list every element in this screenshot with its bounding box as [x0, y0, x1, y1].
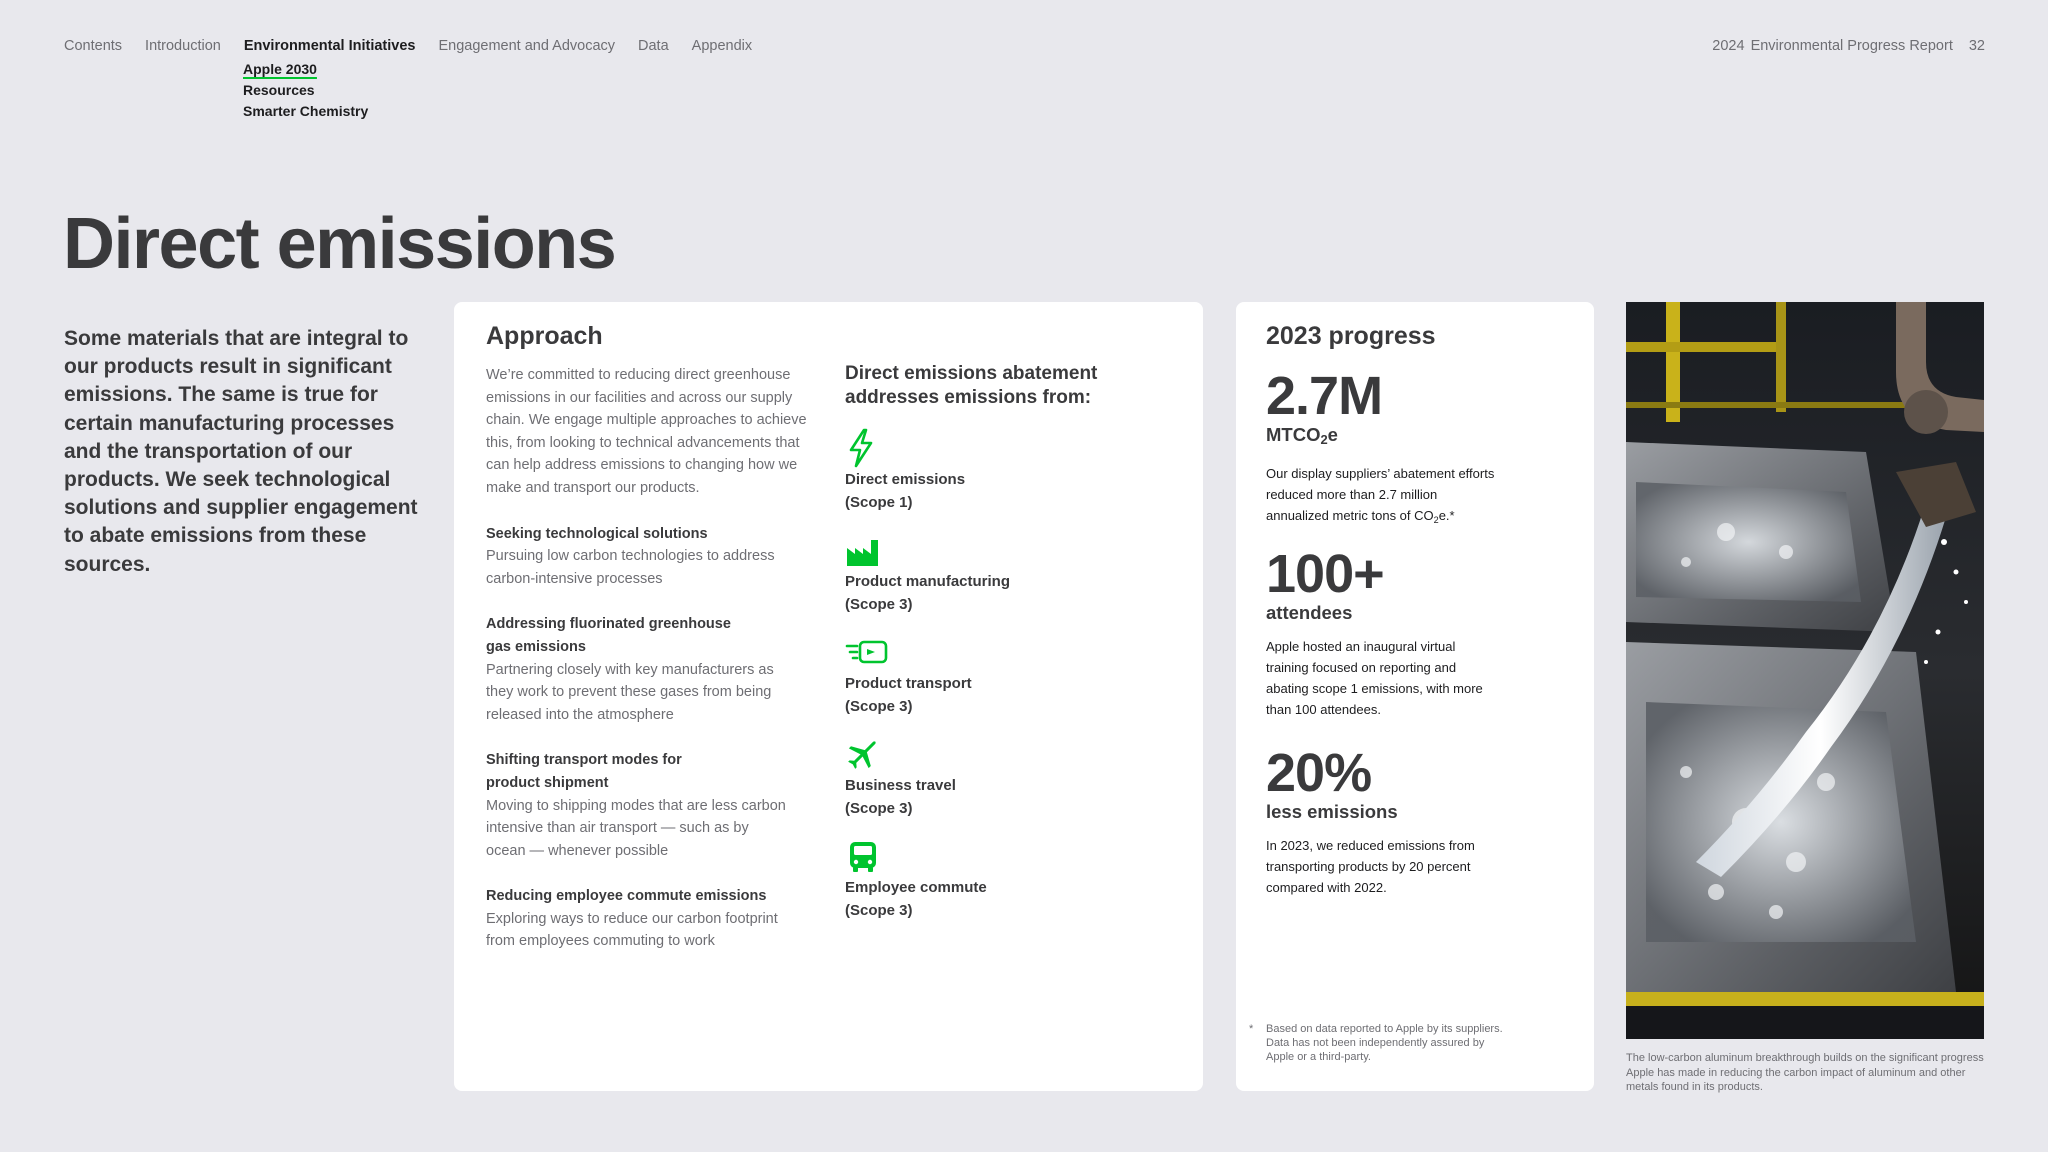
photo-caption: The low-carbon aluminum breakthrough builds on the significant progress Apple has made in reducing the carbon impact of aluminum and other metals found in its products.: [1626, 1052, 1984, 1093]
stat-description: Our display suppliers’ abatement efforts reduced more than 2.7 million annualized metric tons of $CO_2e.*$: [1266, 466, 1495, 525]
stat-value: 20%: [1266, 743, 1372, 803]
source-name: Product manufacturing: [845, 573, 1011, 590]
airplane-icon: [845, 734, 881, 774]
source-scope: (Scope 1): [845, 494, 913, 511]
stat-value: 2.7M: [1266, 366, 1383, 426]
source-scope: (Scope 3): [845, 800, 913, 817]
source-employee-commute: [845, 836, 1175, 938]
approach-list: [486, 364, 816, 953]
source-scope: (Scope 3): [845, 596, 913, 613]
source-business-travel: [845, 734, 1175, 836]
source-product-transport: [845, 632, 1175, 734]
aluminum-pour-photo: [1626, 302, 1984, 1039]
footnote-mark: *: [1249, 1023, 1254, 1035]
progress-heading: 2023 progress: [1266, 322, 1436, 350]
nav-introduction[interactable]: Introduction: [145, 38, 221, 54]
approach-item-title: Shifting transport modes for product shipment: [486, 752, 682, 791]
subnav-smarter-chemistry[interactable]: Smarter Chemistry: [243, 103, 369, 119]
footnote-text: Based on data reported to Apple by its suppliers. Data has not been independently assured by Apple or a third-party.: [1266, 1023, 1503, 1063]
stat-description: Apple hosted an inaugural virtual training focused on reporting and abating scope 1 emissions, with more than 100 attendees.: [1266, 639, 1483, 717]
approach-lead: We’re committed to reducing direct greenhouse emissions in our facilities and across our supply chain. We engage multiple approaches to achieve this, from looking to technical advancements that can help address emissions to changing how we make and transport our products.: [486, 367, 807, 496]
stat-unit: less emissions: [1266, 801, 1398, 822]
source-direct-emissions: [845, 428, 1175, 530]
source-name: Business travel: [845, 777, 956, 794]
stat-transport-reduction: [1266, 745, 1566, 898]
report-header: [1712, 38, 1985, 54]
intro-text: Some materials that are integral to our products result in significant emissions. The same is true for certain manufacturing processes and the transportation of our products. We seek technological solutions and supplier engagement to abate emissions from these sources.: [64, 327, 418, 576]
top-nav: [64, 38, 775, 54]
approach-heading: Approach: [486, 322, 603, 350]
approach-item-text: Moving to shipping modes that are less carbon intensive than air transport — such as by ocean — whenever possible: [486, 797, 786, 859]
source-name: Employee commute: [845, 879, 987, 896]
approach-item-text: Pursuing low carbon technologies to address carbon-intensive processes: [486, 548, 775, 587]
progress-card: [1236, 302, 1594, 1091]
stat-unit: attendees: [1266, 602, 1353, 623]
source-name: Direct emissions: [845, 471, 966, 488]
stat-value: 100+: [1266, 544, 1384, 604]
sources-heading: Direct emissions abatement addresses emissions from:: [845, 363, 1098, 408]
nav-engagement-advocacy[interactable]: Engagement and Advocacy: [438, 38, 616, 54]
sub-nav: [243, 59, 368, 122]
source-name: Product transport: [845, 675, 972, 692]
nav-contents[interactable]: Contents: [64, 38, 123, 54]
stat-attendees: [1266, 546, 1566, 720]
report-title: Environmental Progress Report: [1750, 38, 1953, 54]
nav-data[interactable]: Data: [638, 38, 669, 54]
footnote: [1249, 1022, 1506, 1064]
approach-item: [486, 613, 816, 726]
source-product-manufacturing: [845, 530, 1175, 632]
approach-item: [486, 523, 816, 591]
page-number: 32: [1968, 38, 1985, 54]
report-year: 2024: [1712, 38, 1745, 54]
nav-appendix[interactable]: Appendix: [691, 38, 753, 54]
page-title: Direct emissions: [63, 204, 616, 284]
approach-item: [486, 885, 816, 953]
nav-environmental-initiatives[interactable]: Environmental Initiatives: [243, 38, 416, 54]
lightning-icon: [845, 428, 881, 468]
approach-item-title: Addressing fluorinated greenhouse gas emissions: [486, 616, 731, 655]
subnav-apple-2030[interactable]: Apple 2030: [243, 61, 317, 77]
bus-icon: [845, 836, 881, 876]
source-scope: (Scope 3): [845, 902, 913, 919]
approach-item-title: Reducing employee commute emissions: [486, 888, 767, 905]
approach-item-text: Partnering closely with key manufacturers as they work to prevent these gases from being released into the atmosphere: [486, 661, 774, 723]
factory-icon: [845, 530, 881, 570]
approach-card: [454, 302, 1203, 1091]
stat-unit: $MTCO_2e$: [1266, 424, 1338, 447]
source-scope: (Scope 3): [845, 698, 913, 715]
stat-abatement: [1266, 368, 1566, 531]
emission-sources: [845, 362, 1175, 938]
approach-item-title: Seeking technological solutions: [486, 525, 708, 542]
stat-description: In 2023, we reduced emissions from transporting products by 20 percent compared with 2022.: [1266, 838, 1475, 895]
delivery-truck-icon: [845, 632, 889, 672]
subnav-resources[interactable]: Resources: [243, 82, 315, 98]
approach-item: [486, 749, 816, 862]
approach-item-text: Exploring ways to reduce our carbon footprint from employees commuting to work: [486, 910, 778, 950]
